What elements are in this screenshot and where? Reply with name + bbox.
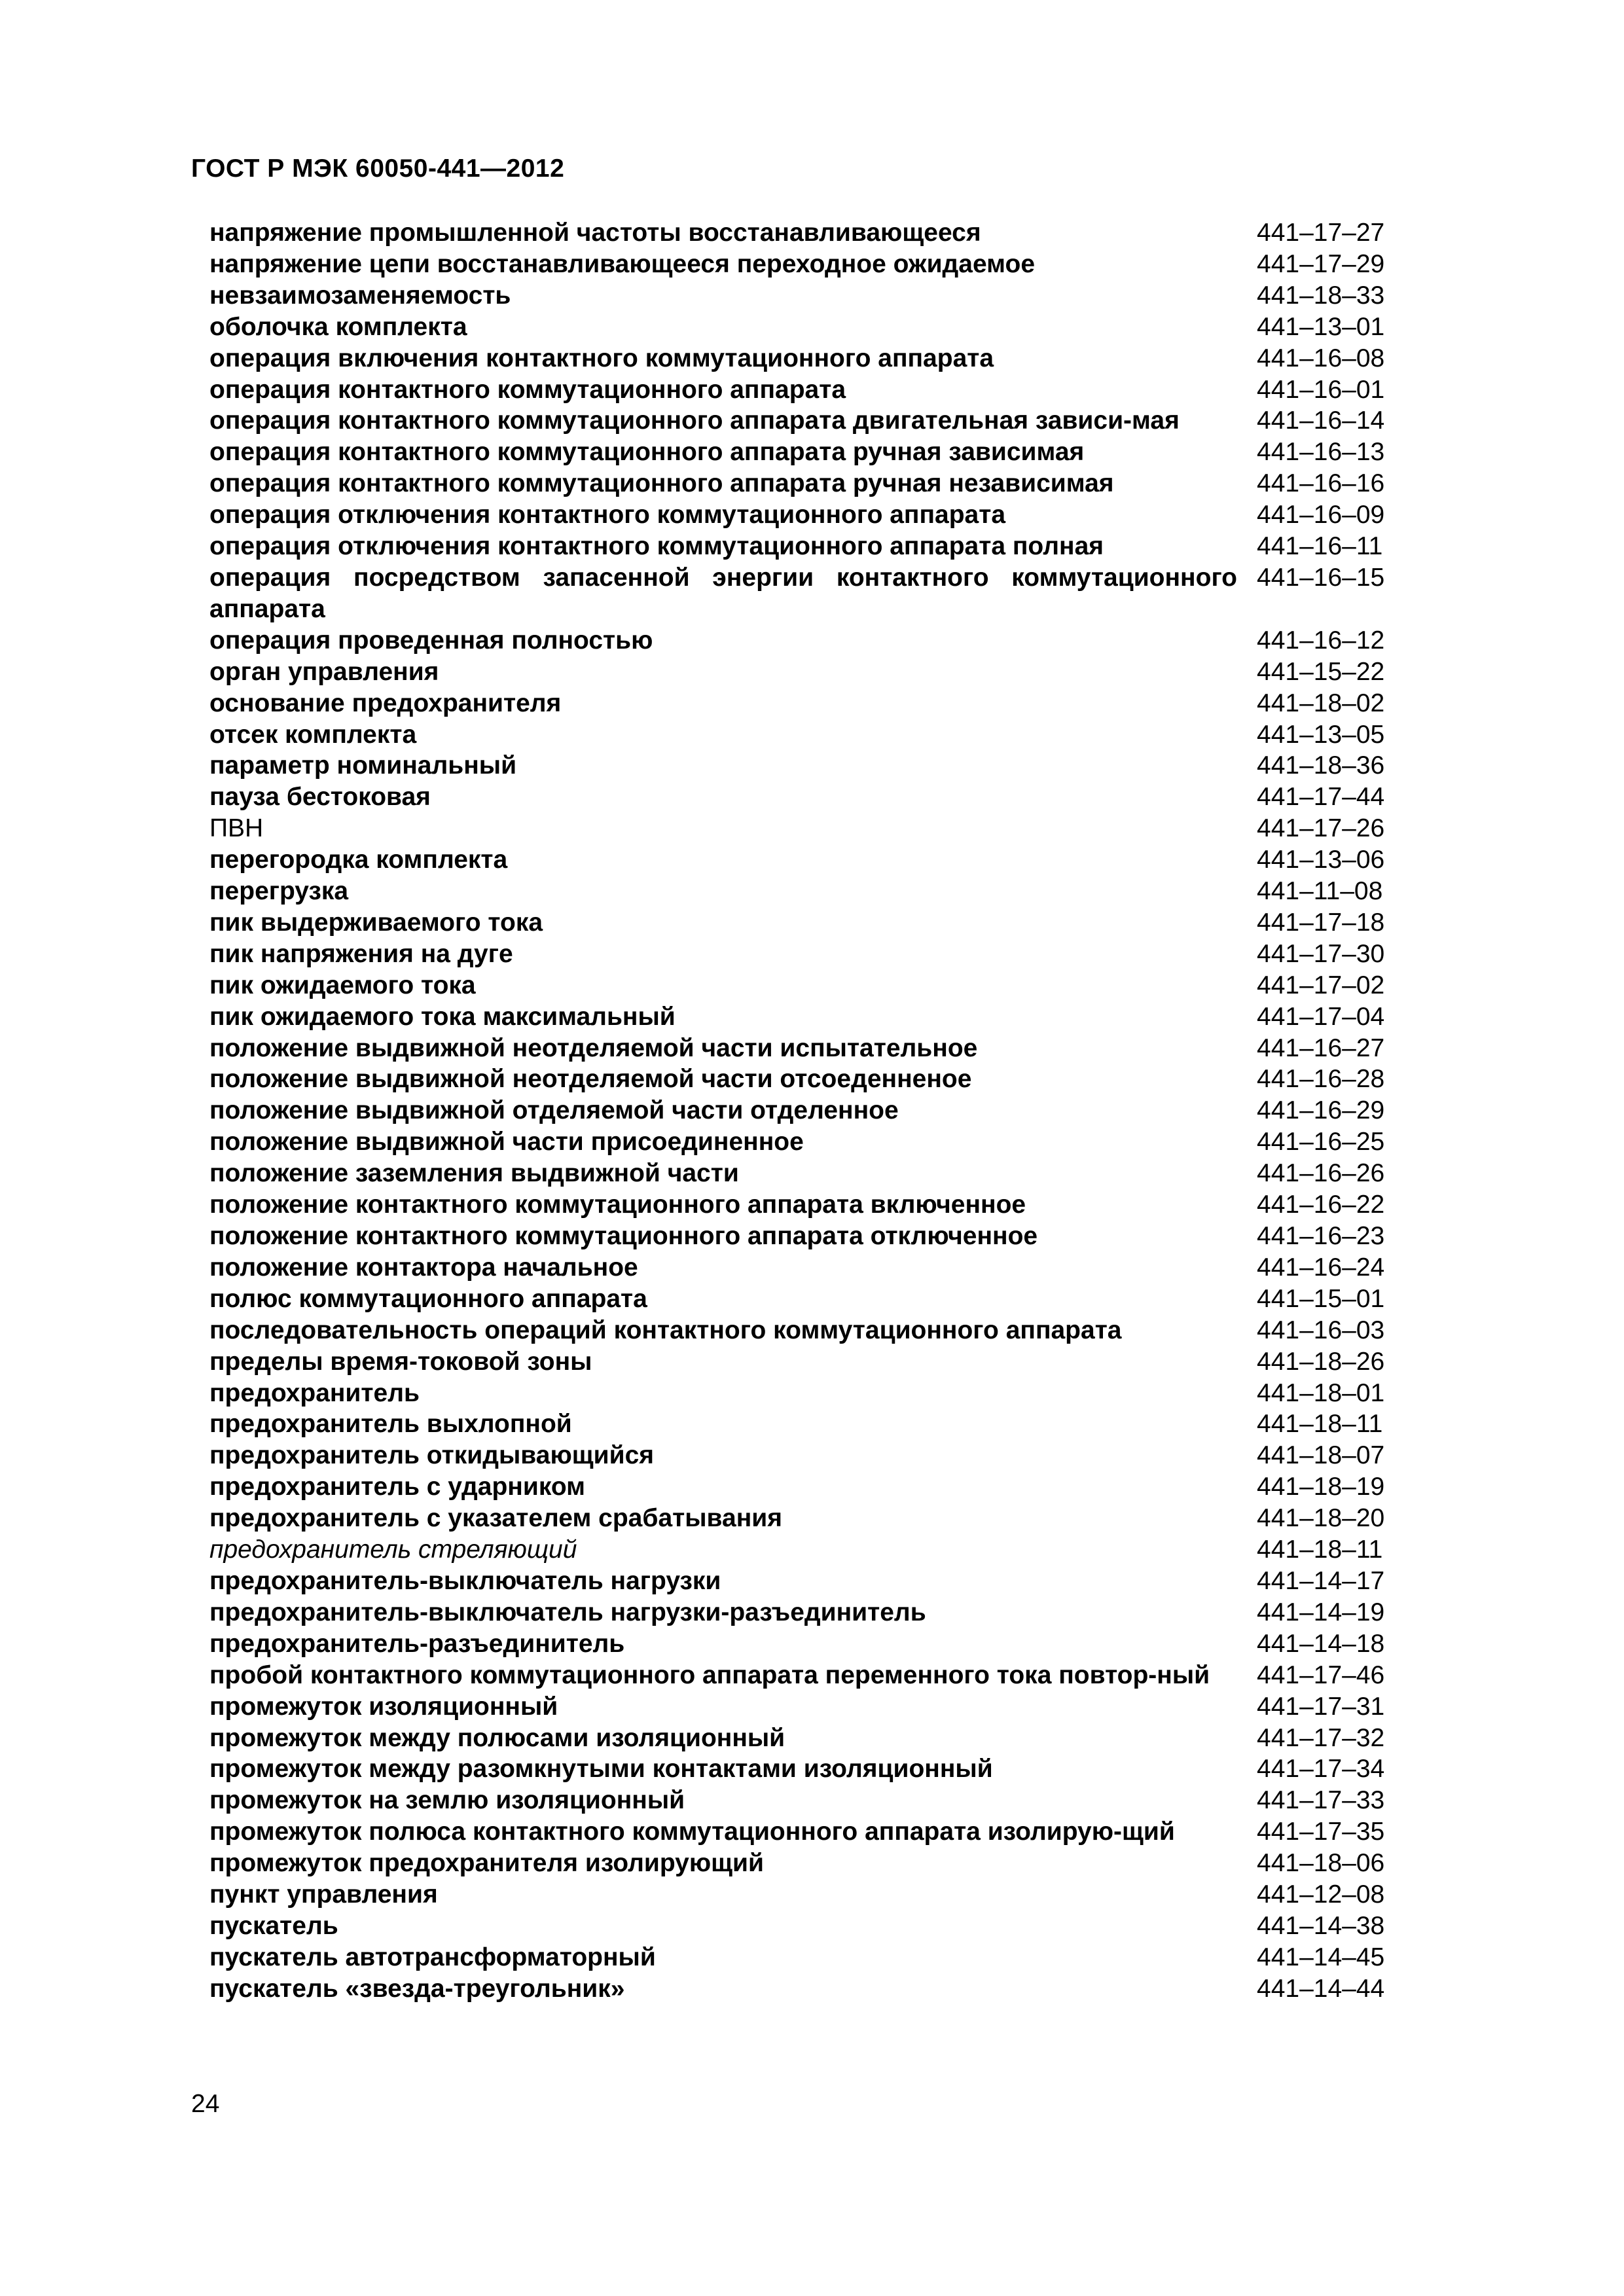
index-entry [209,1221,1427,1252]
document-header: ГОСТ Р МЭК 60050-441—2012 [191,154,565,183]
index-entry [209,1503,1427,1534]
index-code: 441–17–04 [1257,1002,1385,1031]
index-term: последовательность операций контактного коммутационного аппарата [209,1316,1122,1344]
index-term: положение контактора начальное [209,1253,638,1282]
index-entry [209,781,1427,813]
index-term: положение выдвижной неотделяемой части испытательное [209,1033,978,1062]
index-entry [209,1753,1427,1785]
index-code: 441–13–05 [1257,720,1385,749]
index-code: 441–16–12 [1257,626,1385,655]
index-code: 441–17–44 [1257,783,1385,812]
index-term: перегрузка [209,877,349,906]
index-entry [209,1158,1427,1189]
index-code: 441–16–03 [1257,1316,1385,1344]
index-entry [209,280,1427,312]
index-code: 441–16–08 [1257,344,1385,372]
index-term: пауза бестоковая [209,783,431,812]
index-code: 441–18–11 [1257,1535,1383,1564]
index-code: 441–15–22 [1257,657,1385,686]
index-entry [209,531,1427,562]
index-entry [209,876,1427,907]
index-entry [209,1315,1427,1346]
index-term: перегородка комплекта [209,846,508,874]
index-code: 441–14–44 [1257,1974,1385,2003]
index-code: 441–18–26 [1257,1347,1385,1376]
index-term: напряжение промышленной частоты восстанавливающееся [209,219,981,247]
index-entry [209,1816,1427,1848]
index-code: 441–13–06 [1257,846,1385,874]
index-term: операция контактного коммутационного аппарата ручная независимая [209,469,1114,498]
index-entry [209,1910,1427,1942]
index-entry [209,1691,1427,1723]
index-code: 441–17–27 [1257,219,1385,247]
index-term: параметр номинальный [209,751,517,780]
index-term: операция контактного коммутационного аппарата двигательная зависи-мая [209,406,1180,435]
index-entry [209,1597,1427,1628]
index-code: 441–17–18 [1257,908,1385,937]
index-term: полюс коммутационного аппарата [209,1284,647,1313]
index-term: пробой контактного коммутационного аппарата переменного тока повтор-ный [209,1660,1210,1689]
index-code: 441–16–25 [1257,1128,1385,1157]
index-term: положение выдвижной части присоединенное [209,1128,804,1157]
index-code: 441–16–14 [1257,406,1385,435]
index-code: 441–14–17 [1257,1566,1385,1595]
index-entry [209,437,1427,468]
index-term: промежуток изоляционный [209,1692,558,1721]
index-term: напряжение цепи восстанавливающееся переходное ожидаемое [209,249,1036,278]
index-entry [209,1095,1427,1126]
index-term: предохранитель-выключатель нагрузки-разъединитель [209,1598,926,1626]
index-code: 441–18–07 [1257,1441,1385,1470]
index-code: 441–12–08 [1257,1880,1385,1909]
index-term: пускатель [209,1911,338,1940]
index-entry [209,1942,1427,1973]
index-code: 441–16–29 [1257,1096,1385,1125]
index-code: 441–16–27 [1257,1033,1385,1062]
index-code: 441–16–26 [1257,1159,1385,1188]
index-code: 441–15–01 [1257,1284,1385,1313]
index-entry [209,249,1427,280]
index-code: 441–18–33 [1257,281,1385,310]
index-entry [209,1064,1427,1095]
index-code: 441–17–30 [1257,939,1385,968]
index-code: 441–16–01 [1257,375,1385,404]
index-entry [209,1408,1427,1440]
index-entry [209,1879,1427,1910]
index-code: 441–17–02 [1257,971,1385,999]
index-term: операция посредством запасенной энергии контактного коммутационного аппарата [209,563,1237,623]
index-term: положение заземления выдвижной части [209,1159,739,1188]
index-code: 441–16–15 [1257,563,1385,592]
index-entry [209,562,1427,625]
index-entry [209,1534,1427,1566]
index-entry [209,312,1427,343]
index-code: 441–17–32 [1257,1723,1385,1752]
index-entry [209,1001,1427,1033]
index-code: 441–18–06 [1257,1849,1385,1878]
index-term: предохранитель-выключатель нагрузки [209,1566,721,1595]
index-entry [209,907,1427,939]
index-term: отсек комплекта [209,720,417,749]
index-code: 441–17–34 [1257,1755,1385,1784]
index-code: 441–17–33 [1257,1786,1385,1815]
index-entry [209,1346,1427,1378]
index-code: 441–17–35 [1257,1818,1385,1846]
index-code: 441–16–22 [1257,1191,1385,1219]
index-term: пускатель «звезда-треугольник» [209,1974,625,2003]
index-code: 441–18–20 [1257,1504,1385,1533]
index-entry [209,844,1427,876]
index-entry [209,1252,1427,1283]
index-term: положение выдвижной неотделяемой части отсоеденненое [209,1065,972,1094]
index-term: пик напряжения на дуге [209,939,513,968]
index-code: 441–14–19 [1257,1598,1385,1626]
index-entry [209,688,1427,719]
page-number: 24 [191,2090,220,2118]
index-term: пускатель автотрансформаторный [209,1943,656,1971]
index-entry [209,1189,1427,1221]
index-code: 441–16–13 [1257,438,1385,467]
index-term: пик выдерживаемого тока [209,908,543,937]
index-entry [209,217,1427,249]
index-entry [209,1378,1427,1409]
index-term: предохранитель с указателем срабатывания [209,1504,782,1533]
index-entry [209,625,1427,656]
index-entry [209,970,1427,1001]
index-code: 441–17–29 [1257,249,1385,278]
index-entry [209,719,1427,751]
index-code: 441–18–01 [1257,1378,1385,1407]
index-term: операция проведенная полностью [209,626,653,655]
index-term: невзаимозаменяемость [209,281,511,310]
index-term: промежуток полюса контактного коммутационного аппарата изолирую-щий [209,1818,1175,1846]
index-code: 441–16–23 [1257,1222,1385,1250]
index-code: 441–18–11 [1257,1410,1383,1439]
index-term: промежуток на землю изоляционный [209,1786,685,1815]
term-index-list [209,217,1427,2005]
index-term: основание предохранителя [209,689,562,717]
index-entry [209,1723,1427,1754]
index-code: 441–11–08 [1257,877,1383,906]
index-entry [209,1126,1427,1158]
index-term: орган управления [209,657,439,686]
index-term: промежуток между полюсами изоляционный [209,1723,785,1752]
index-term: пункт управления [209,1880,438,1909]
index-term: предохранитель-разъединитель [209,1629,625,1658]
index-term: предохранитель выхлопной [209,1410,572,1439]
index-term: положение контактного коммутационного аппарата включенное [209,1191,1026,1219]
index-entry [209,374,1427,406]
index-term: операция отключения контактного коммутационного аппарата [209,501,1006,529]
index-entry [209,1660,1427,1691]
index-entry [209,1283,1427,1315]
index-code: 441–16–11 [1257,532,1383,561]
index-term: предохранитель [209,1378,420,1407]
index-code: 441–16–09 [1257,501,1385,529]
index-entry [209,1471,1427,1503]
index-term: пик ожидаемого тока максимальный [209,1002,676,1031]
index-term: пределы время-токовой зоны [209,1347,592,1376]
index-term: предохранитель откидывающийся [209,1441,655,1470]
index-code: 441–16–24 [1257,1253,1385,1282]
index-entry [209,405,1427,437]
index-term: промежуток предохранителя изолирующий [209,1849,765,1878]
index-entry [209,1848,1427,1879]
index-entry [209,750,1427,781]
index-term: предохранитель стреляющий [209,1535,577,1564]
index-entry [209,1033,1427,1064]
index-term: операция контактного коммутационного аппарата ручная зависимая [209,438,1085,467]
index-code: 441–14–45 [1257,1943,1385,1971]
index-code: 441–18–02 [1257,689,1385,717]
index-code: 441–16–28 [1257,1065,1385,1094]
index-code: 441–14–38 [1257,1911,1385,1940]
index-term: промежуток между разомкнутыми контактами изоляционный [209,1755,993,1784]
index-entry [209,1566,1427,1597]
index-entry [209,939,1427,970]
index-entry [209,656,1427,688]
index-entry [209,813,1427,844]
index-code: 441–17–31 [1257,1692,1385,1721]
index-entry [209,1440,1427,1471]
index-term: операция отключения контактного коммутационного аппарата полная [209,532,1104,561]
index-code: 441–14–18 [1257,1629,1385,1658]
index-code: 441–17–46 [1257,1660,1385,1689]
index-code: 441–16–16 [1257,469,1385,498]
index-term: предохранитель с ударником [209,1473,585,1501]
index-code: 441–18–19 [1257,1473,1385,1501]
index-code: 441–13–01 [1257,312,1385,341]
index-term: положение выдвижной отделяемой части отделенное [209,1096,899,1125]
index-term: операция включения контактного коммутационного аппарата [209,344,994,372]
index-entry [209,1628,1427,1660]
index-entry [209,1785,1427,1816]
index-entry [209,343,1427,374]
index-entry [209,468,1427,499]
index-code: 441–18–36 [1257,751,1385,780]
index-entry [209,1973,1427,2005]
index-term: ПВН [209,814,264,843]
index-entry [209,499,1427,531]
index-code: 441–17–26 [1257,814,1385,843]
index-term: оболочка комплекта [209,312,467,341]
index-term: пик ожидаемого тока [209,971,476,999]
index-term: операция контактного коммутационного аппарата [209,375,846,404]
index-term: положение контактного коммутационного аппарата отключенное [209,1222,1038,1250]
